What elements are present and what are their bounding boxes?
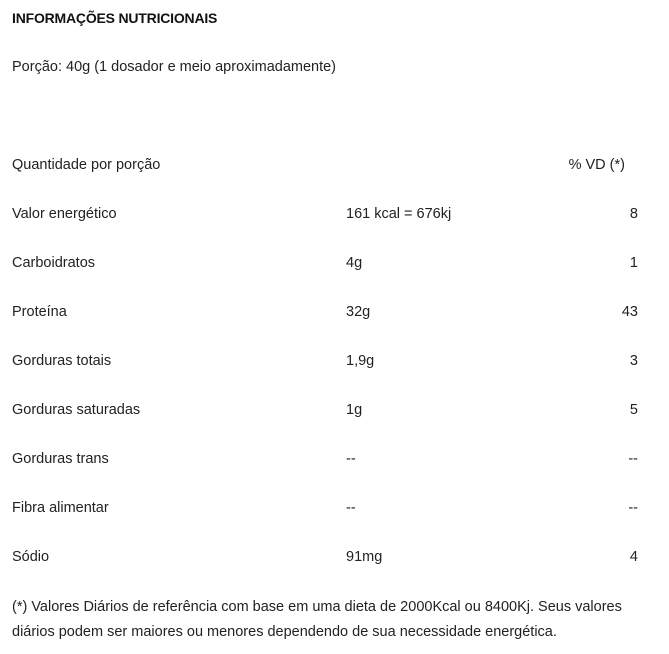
nutrient-amount: 91mg: [346, 549, 383, 565]
nutrition-table: [12, 150, 652, 591]
nutrient-amount: --: [346, 500, 356, 516]
footnote-line: diários podem ser maiores ou menores dependendo de sua necessidade energética.: [12, 624, 557, 640]
nutrient-vd: 3: [629, 353, 638, 369]
portion-size: Porção: 40g (1 dosador e meio aproximadamente): [12, 59, 337, 75]
table-row: [12, 493, 652, 542]
nutrition-title: INFORMAÇÕES NUTRICIONAIS: [12, 10, 218, 26]
footnote-line: (*) Valores Diários de referência com base em uma dieta de 2000Kcal ou 8400Kj. Seus valores: [12, 599, 622, 615]
nutrient-amount: 161 kcal = 676kj: [346, 206, 452, 222]
header-quantity-label: Quantidade por porção: [12, 157, 161, 173]
nutrient-name: Proteína: [12, 304, 67, 320]
table-row: [12, 395, 652, 444]
nutrient-vd: 5: [629, 402, 638, 418]
nutrient-name: Gorduras totais: [12, 353, 112, 369]
nutrient-vd: 43: [621, 304, 638, 320]
nutrient-name: Valor energético: [12, 206, 117, 222]
nutrient-name: Gorduras saturadas: [12, 402, 141, 418]
nutrient-vd: --: [628, 451, 638, 467]
nutrient-vd: 8: [629, 206, 638, 222]
nutrient-name: Fibra alimentar: [12, 500, 109, 516]
nutrient-name: Sódio: [12, 549, 50, 565]
table-row: [12, 542, 652, 591]
nutrient-name: Carboidratos: [12, 255, 96, 271]
table-row: [12, 248, 652, 297]
nutrient-amount: --: [346, 451, 356, 467]
footnote: [12, 595, 667, 645]
nutrient-amount: 1,9g: [346, 353, 375, 369]
nutrient-vd: --: [628, 500, 638, 516]
header-vd-label: % VD (*): [568, 157, 625, 173]
table-row: [12, 444, 652, 493]
table-header-row: [12, 150, 652, 199]
nutrient-amount: 1g: [346, 402, 363, 418]
nutrient-amount: 32g: [346, 304, 371, 320]
table-row: [12, 297, 652, 346]
nutrient-vd: 1: [629, 255, 638, 271]
nutrient-amount: 4g: [346, 255, 363, 271]
table-row: [12, 199, 652, 248]
table-row: [12, 346, 652, 395]
nutrient-name: Gorduras trans: [12, 451, 109, 467]
nutrient-vd: 4: [629, 549, 638, 565]
